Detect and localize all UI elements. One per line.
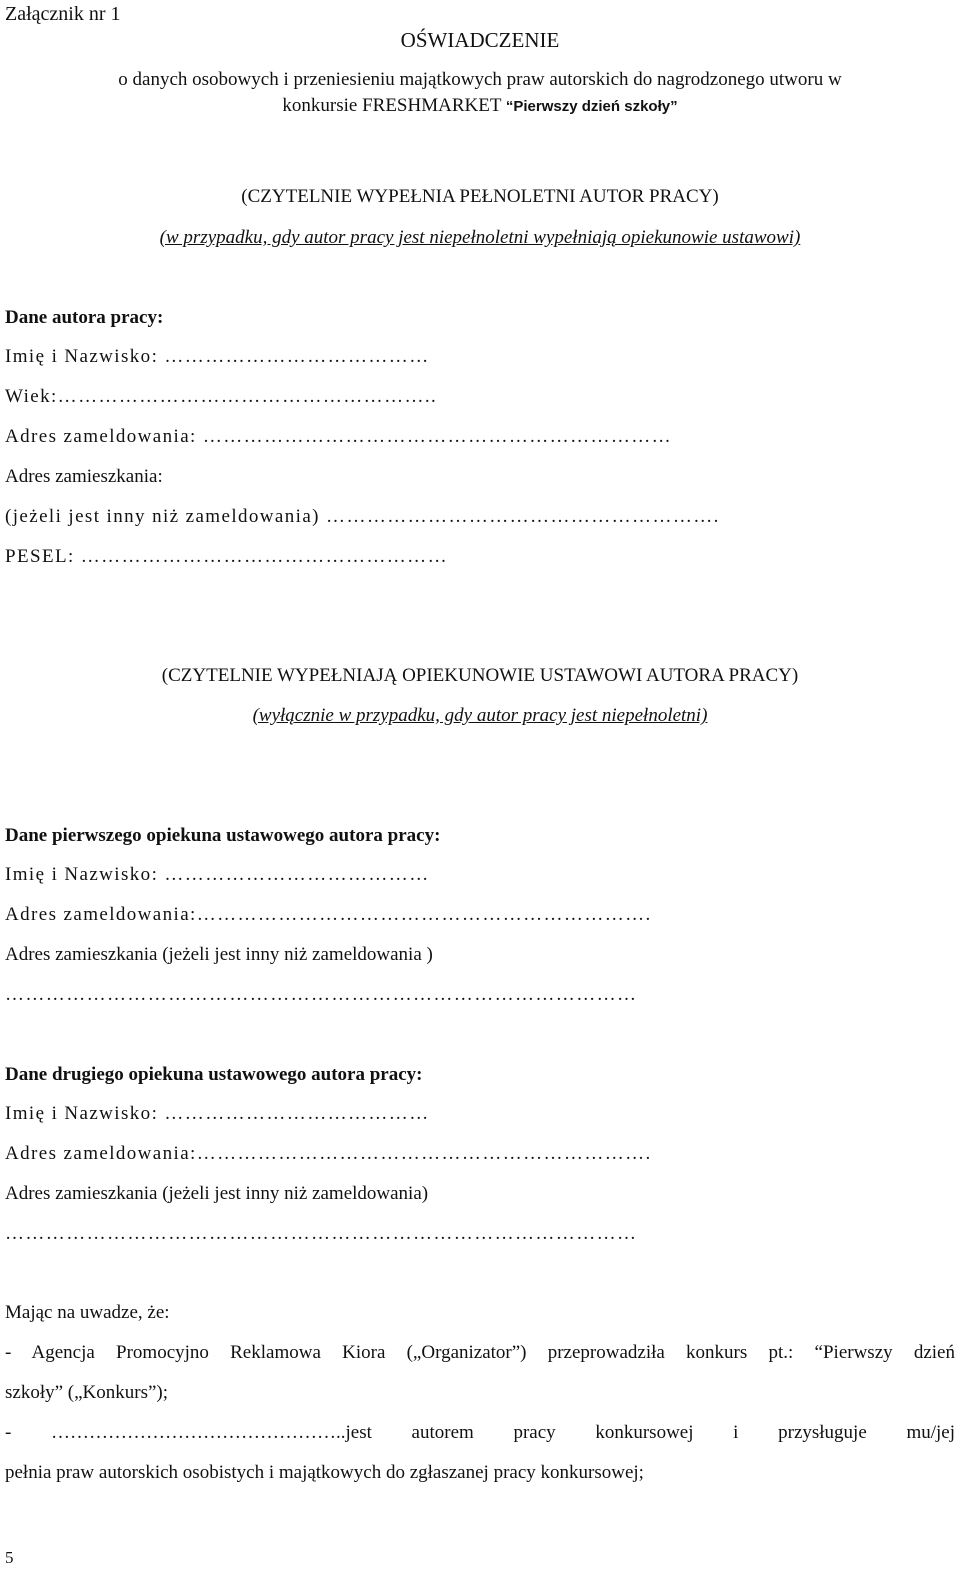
first-guardian-residence-label: Adres zamieszkania (jeżeli jest inny niż zameldowania ) — [5, 944, 433, 965]
author-registered-address-field: Adres zameldowania: …………………………………………………………… — [5, 426, 673, 447]
contest-name: konkursie FRESHMARKET — [282, 95, 506, 116]
first-guardian-label: Dane pierwszego opiekuna ustawowego autora pracy: — [5, 825, 441, 846]
author-section-note: (w przypadku, gdy autor pracy jest niepełnoletni wypełniają opiekunowie ustawowi) — [159, 227, 801, 248]
contest-title: “Pierwszy dzień szkoły” — [505, 98, 678, 115]
declaration-point-2-line-2: pełnia praw autorskich osobistych i majątkowych do zgłaszanej pracy konkursowej; — [5, 1462, 644, 1483]
second-guardian-name-field: Imię i Nazwisko: ………………………………… — [5, 1103, 430, 1124]
guardian-section-note: (wyłącznie w przypadku, gdy autor pracy jest niepełnoletni) — [252, 705, 708, 726]
second-guardian-residence-label: Adres zamieszkania (jeżeli jest inny niż zameldowania) — [5, 1183, 429, 1204]
document-subtitle-line-2 — [0, 94, 960, 119]
page-number: 5 — [5, 1548, 14, 1567]
second-guardian-label: Dane drugiego opiekuna ustawowego autora pracy: — [5, 1064, 423, 1085]
author-name-field: Imię i Nazwisko: ………………………………… — [5, 346, 430, 367]
annex-label: Załącznik nr 1 — [5, 3, 121, 25]
first-guardian-name-field: Imię i Nazwisko: ………………………………… — [5, 864, 430, 885]
author-data-label: Dane autora pracy: — [5, 307, 164, 328]
author-pesel-field: PESEL: ……………………………………………… — [5, 546, 448, 567]
author-residence-label: Adres zamieszkania: — [5, 466, 163, 487]
declaration-intro: Mając na uwadze, że: — [5, 1302, 170, 1323]
guardian-section-heading: (CZYTELNIE WYPEŁNIAJĄ OPIEKUNOWIE USTAWOWI AUTORA PRACY) — [161, 665, 799, 686]
declaration-point-1-line-1: - Agencja Promocyjno Reklamowa Kiora („Organizator”) przeprowadziła konkurs pt.: “Pierwszy dzień — [5, 1342, 955, 1363]
second-guardian-registered-field: Adres zameldowania:…………………………………………………………. — [5, 1143, 652, 1164]
document-title: OŚWIADCZENIE — [400, 28, 560, 52]
first-guardian-residence-field: ………………………………………………………………………………… — [5, 984, 638, 1005]
author-age-field: Wiek:……………………………………………….. — [5, 386, 438, 407]
author-residence-field: (jeżeli jest inny niż zameldowania) …………………………………………………. — [5, 506, 720, 527]
second-guardian-residence-field: ………………………………………………………………………………… — [5, 1223, 638, 1244]
author-section-heading: (CZYTELNIE WYPEŁNIA PEŁNOLETNI AUTOR PRACY) — [241, 186, 719, 207]
declaration-point-2-line-1: - ………………………………………..jest autorem pracy konkursowej i przysługuje mu/jej — [5, 1422, 955, 1443]
declaration-point-1-line-2: szkoły” („Konkurs”); — [5, 1382, 169, 1403]
first-guardian-registered-field: Adres zameldowania:…………………………………………………………. — [5, 904, 652, 925]
document-subtitle-line-1: o danych osobowych i przeniesieniu majątkowych praw autorskich do nagrodzonego utworu w — [118, 69, 842, 90]
